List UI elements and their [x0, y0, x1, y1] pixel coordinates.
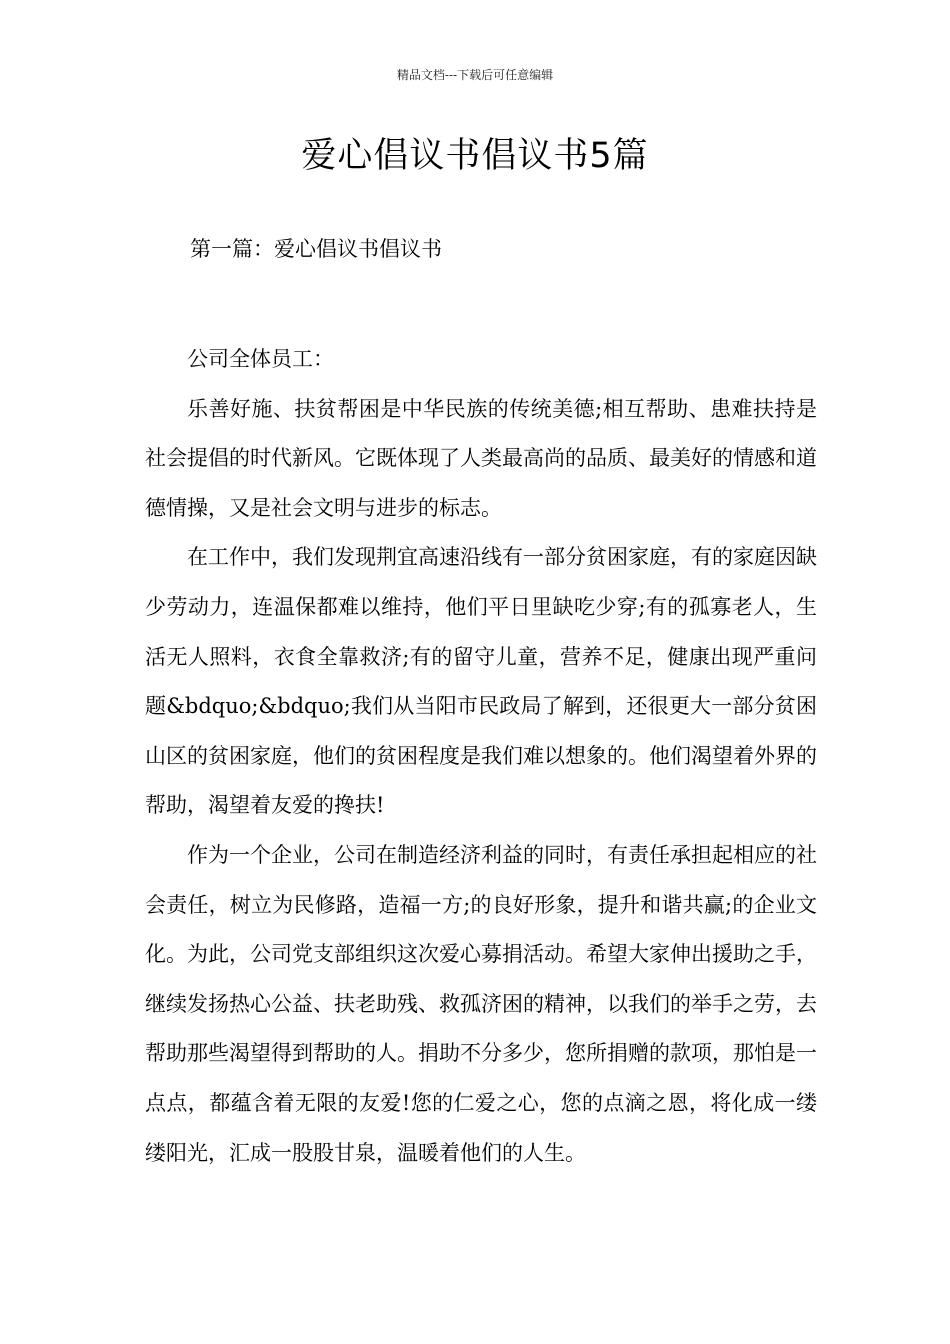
section-heading: 第一篇：爱心倡议书倡议书: [190, 237, 442, 261]
salutation: 公司全体员工：: [187, 347, 334, 371]
paragraph: 乐善好施、扶贫帮困是中华民族的传统美德;相互帮助、患难扶持是社会提倡的时代新风。它既体现了人类最高尚的品质、最美好的情感和道德情操，又是社会文明与进步的标志。: [145, 396, 817, 520]
body-text: [145, 335, 817, 1178]
paragraph: 在工作中，我们发现荆宜高速沿线有一部分贫困家庭，有的家庭因缺少劳动力，连温保都难以维持，他们平日里缺吃少穿;有的孤寡老人，生活无人照料，衣食全靠救济;有的留守儿童，营养不足，健康出现严重问题&bdquo;&bdquo;我们从当阳市民政局了解到，还很更大一部分贫困山区的贫困家庭，他们的贫困程度是我们难以想象的。他们渴望着外界的帮助，渴望着友爱的搀扶!: [145, 545, 817, 818]
document-title: 爱心倡议书倡议书5篇: [301, 136, 649, 176]
header-note: 精品文档---下载后可任意编辑: [396, 68, 554, 82]
paragraph: 作为一个企业，公司在制造经济利益的同时，有责任承担起相应的社会责任，树立为民修路，造福一方;的良好形象，提升和谐共赢;的企业文化。为此，公司党支部组织这次爱心募捐活动。希望大家伸出援助之手，继续发扬热心公益、扶老助残、救孤济困的精神，以我们的举手之劳，去帮助那些渴望得到帮助的人。捐助不分多少，您所捐赠的款项，那怕是一点点，都蕴含着无限的友爱!您的仁爱之心，您的点滴之恩，将化成一缕缕阳光，汇成一股股甘泉，温暖着他们的人生。: [145, 842, 817, 1165]
